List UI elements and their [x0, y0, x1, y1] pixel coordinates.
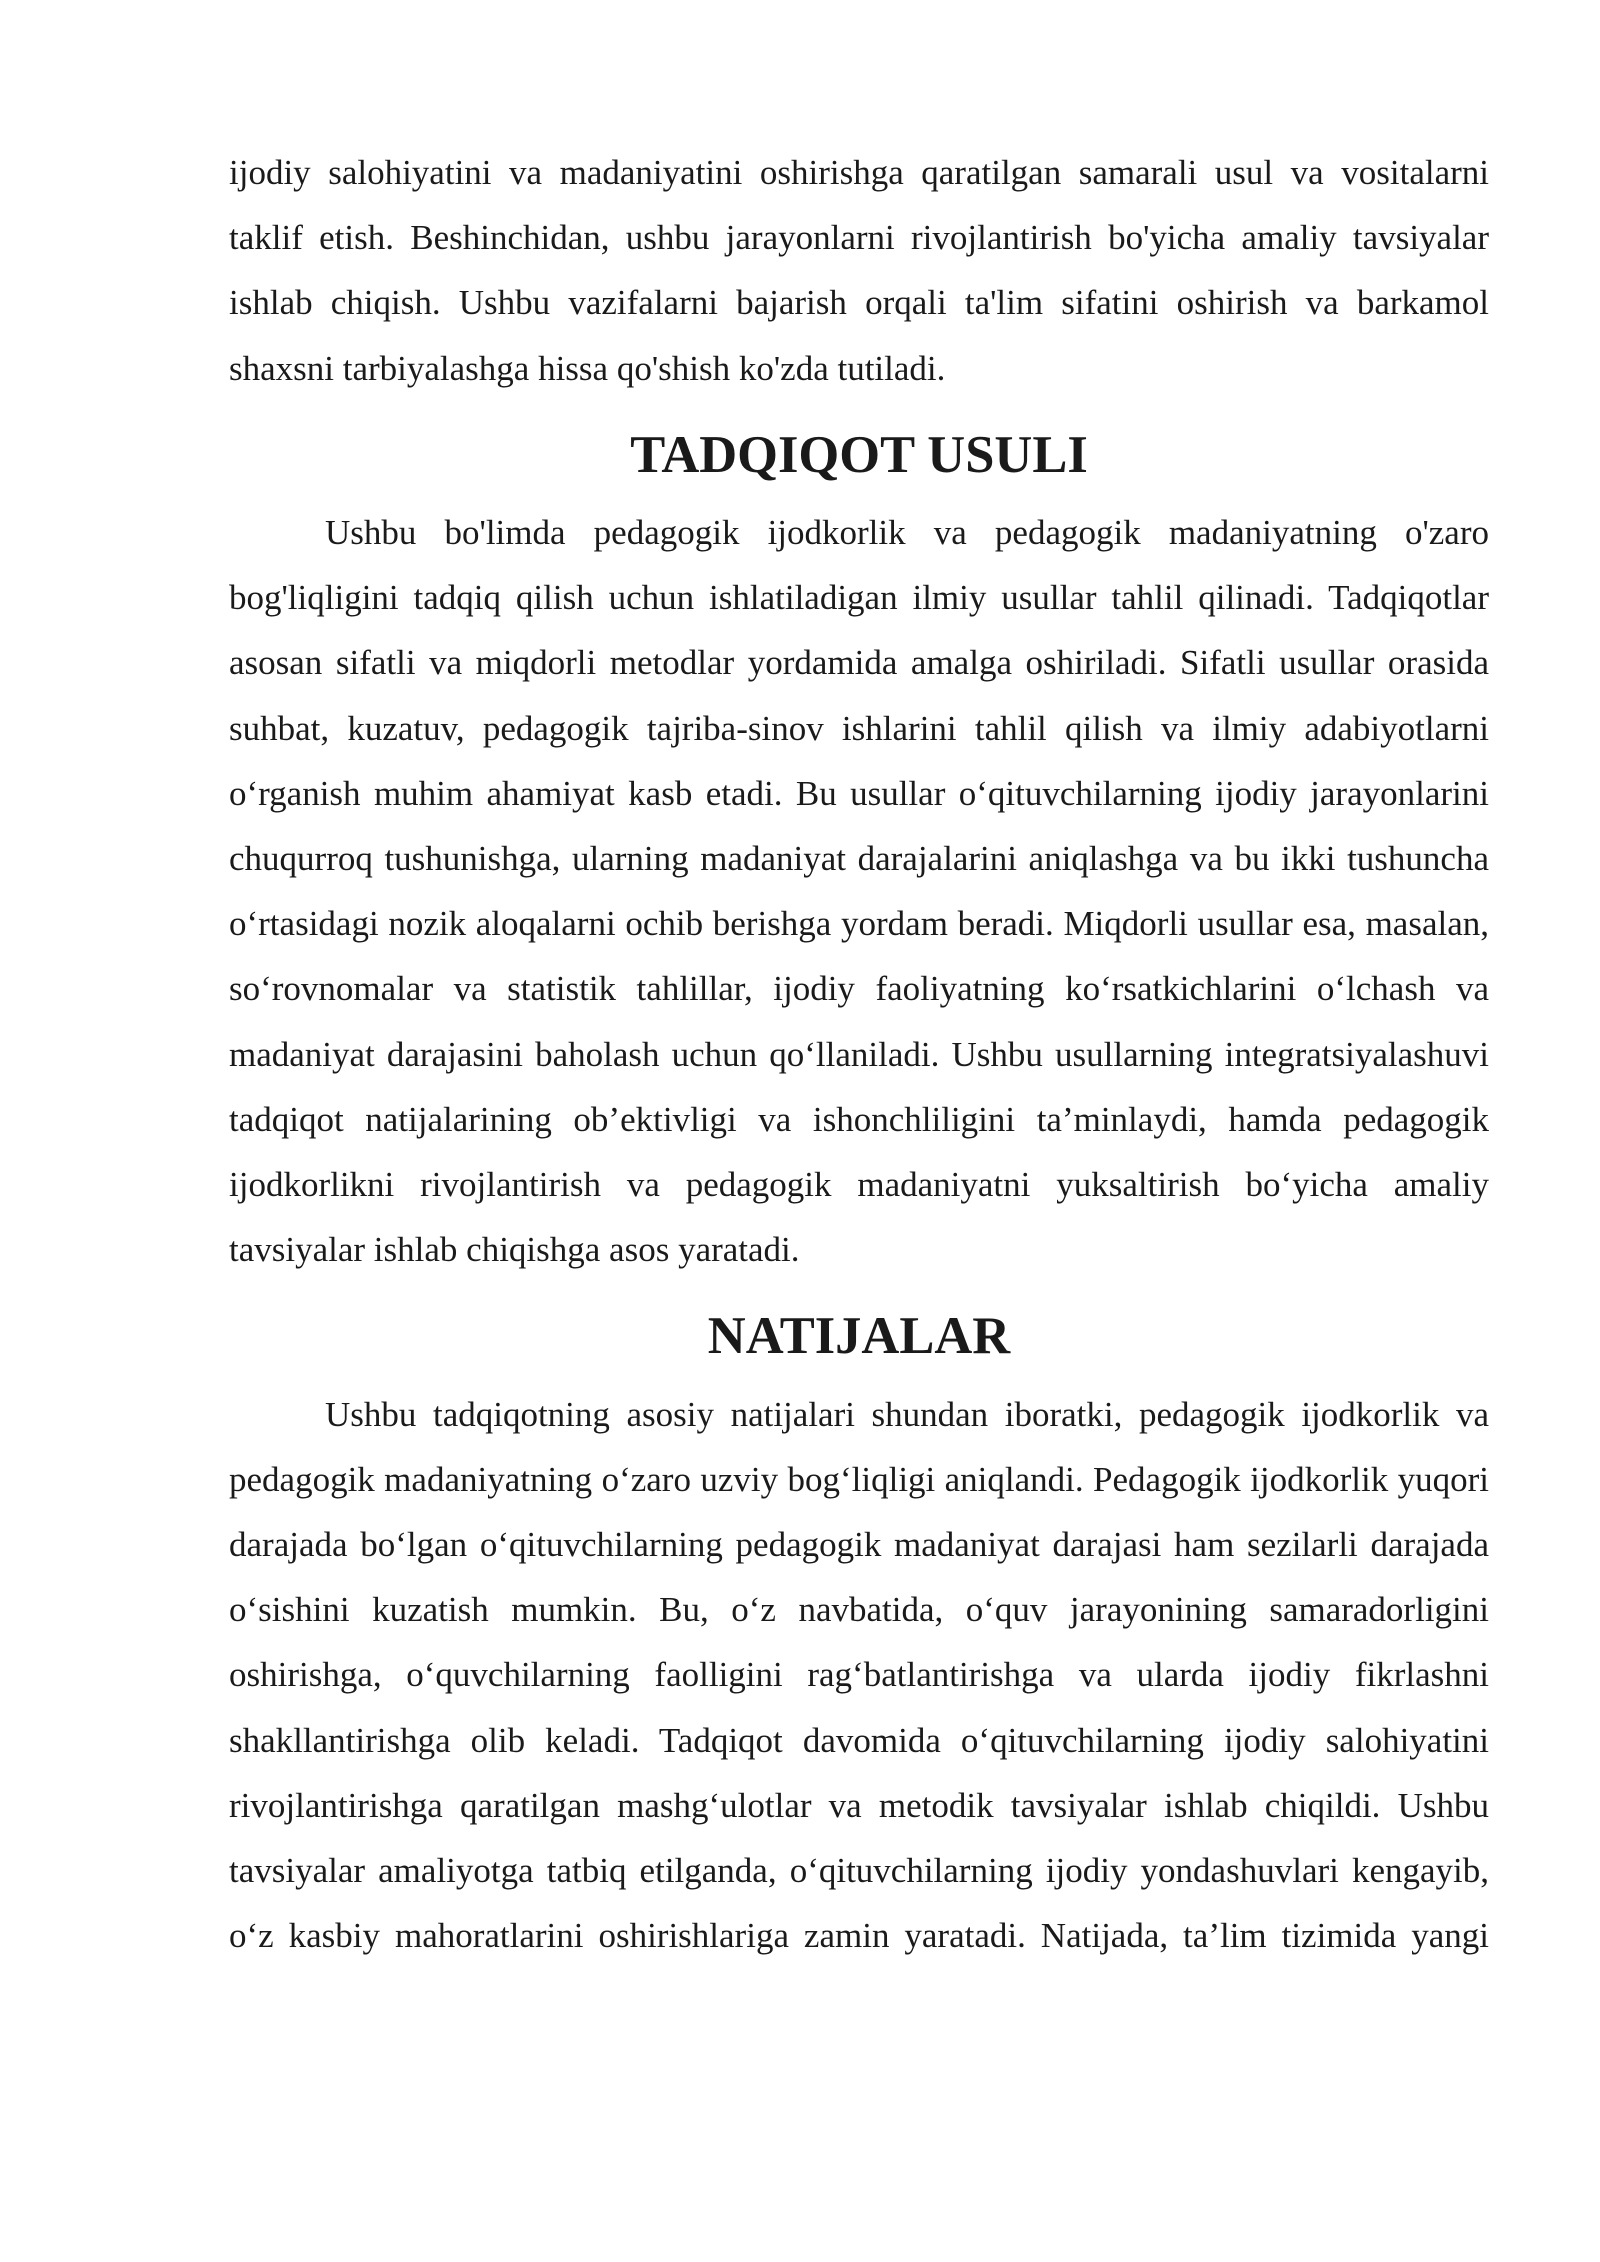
section-heading-results: NATIJALAR: [707, 1307, 1011, 1366]
results-paragraph: Ushbu tadqiqotning asosiy natijalari shundan iboratki, pedagogik ijodkorlik va pedagogik madaniyatning o‘zaro uzviy bog‘liqligi aniqlandi. Pedagogik ijodkorlik yuqori darajada bo‘lgan o‘qituvchilarning pedagogik madaniyat darajasi ham sezilarli darajada o‘sishini kuzatish mumkin. Bu, o‘z navbatida, o‘quv jarayonining samaradorligini oshirishga, o‘quvchilarning faolligini rag‘batlantirishga va ularda ijodiy fikrlashni shakllantirishga olib keladi. Tadqiqot davomida o‘qituvchilarning ijodiy salohiyatini rivojlantirishga qaratilgan mashg‘ulotlar va metodik tavsiyalar ishlab chiqildi. Ushbu tavsiyalar amaliyotga tatbiq etilganda, o‘qituvchilarning ijodiy yondashuvlari kengayib, o‘z kasbiy mahoratlarini oshirishlariga zamin yaratadi. Natijada, ta’lim tizimida yangi: [229, 1394, 1489, 1956]
intro-paragraph: ijodiy salohiyatini va madaniyatini oshirishga qaratilgan samarali usul va vositalarni taklif etish. Beshinchidan, ushbu jarayonlarni rivojlantirish bo'yicha amaliy tavsiyalar ishlab chiqish. Ushbu vazifalarni bajarish orqali ta'lim sifatini oshirish va barkamol shaxsni tarbiyalashga hissa qo'shish ko'zda tutiladi.: [229, 153, 1489, 388]
document-page: [229, 140, 1489, 1968]
methods-paragraph: Ushbu bo'limda pedagogik ijodkorlik va pedagogik madaniyatning o'zaro bog'liqligini tadqiq qilish uchun ishlatiladigan ilmiy usullar tahlil qilinadi. Tadqiqotlar asosan sifatli va miqdorli metodlar yordamida amalga oshiriladi. Sifatli usullar orasida suhbat, kuzatuv, pedagogik tajriba-sinov ishlarini tahlil qilish va ilmiy adabiyotlarni o‘rganish muhim ahamiyat kasb etadi. Bu usullar o‘qituvchilarning ijodiy jarayonlarini chuqurroq tushunishga, ularning madaniyat darajalarini aniqlashga va bu ikki tushuncha o‘rtasidagi nozik aloqalarni ochib berishga yordam beradi. Miqdorli usullar esa, masalan, so‘rovnomalar va statistik tahlillar, ijodiy faoliyatning ko‘rsatkichlarini o‘lchash va madaniyat darajasini baholash uchun qo‘llaniladi. Ushbu usullarning integratsiyalashuvi tadqiqot natijalarining ob’ektivligi va ishonchliligini ta’minlaydi, hamda pedagogik ijodkorlikni rivojlantirish va pedagogik madaniyatni yuksaltirish bo‘yicha amaliy tavsiyalar ishlab chiqishga asos yaratadi.: [229, 513, 1489, 1270]
section-heading-methods: TADQIQOT USULI: [630, 425, 1088, 484]
